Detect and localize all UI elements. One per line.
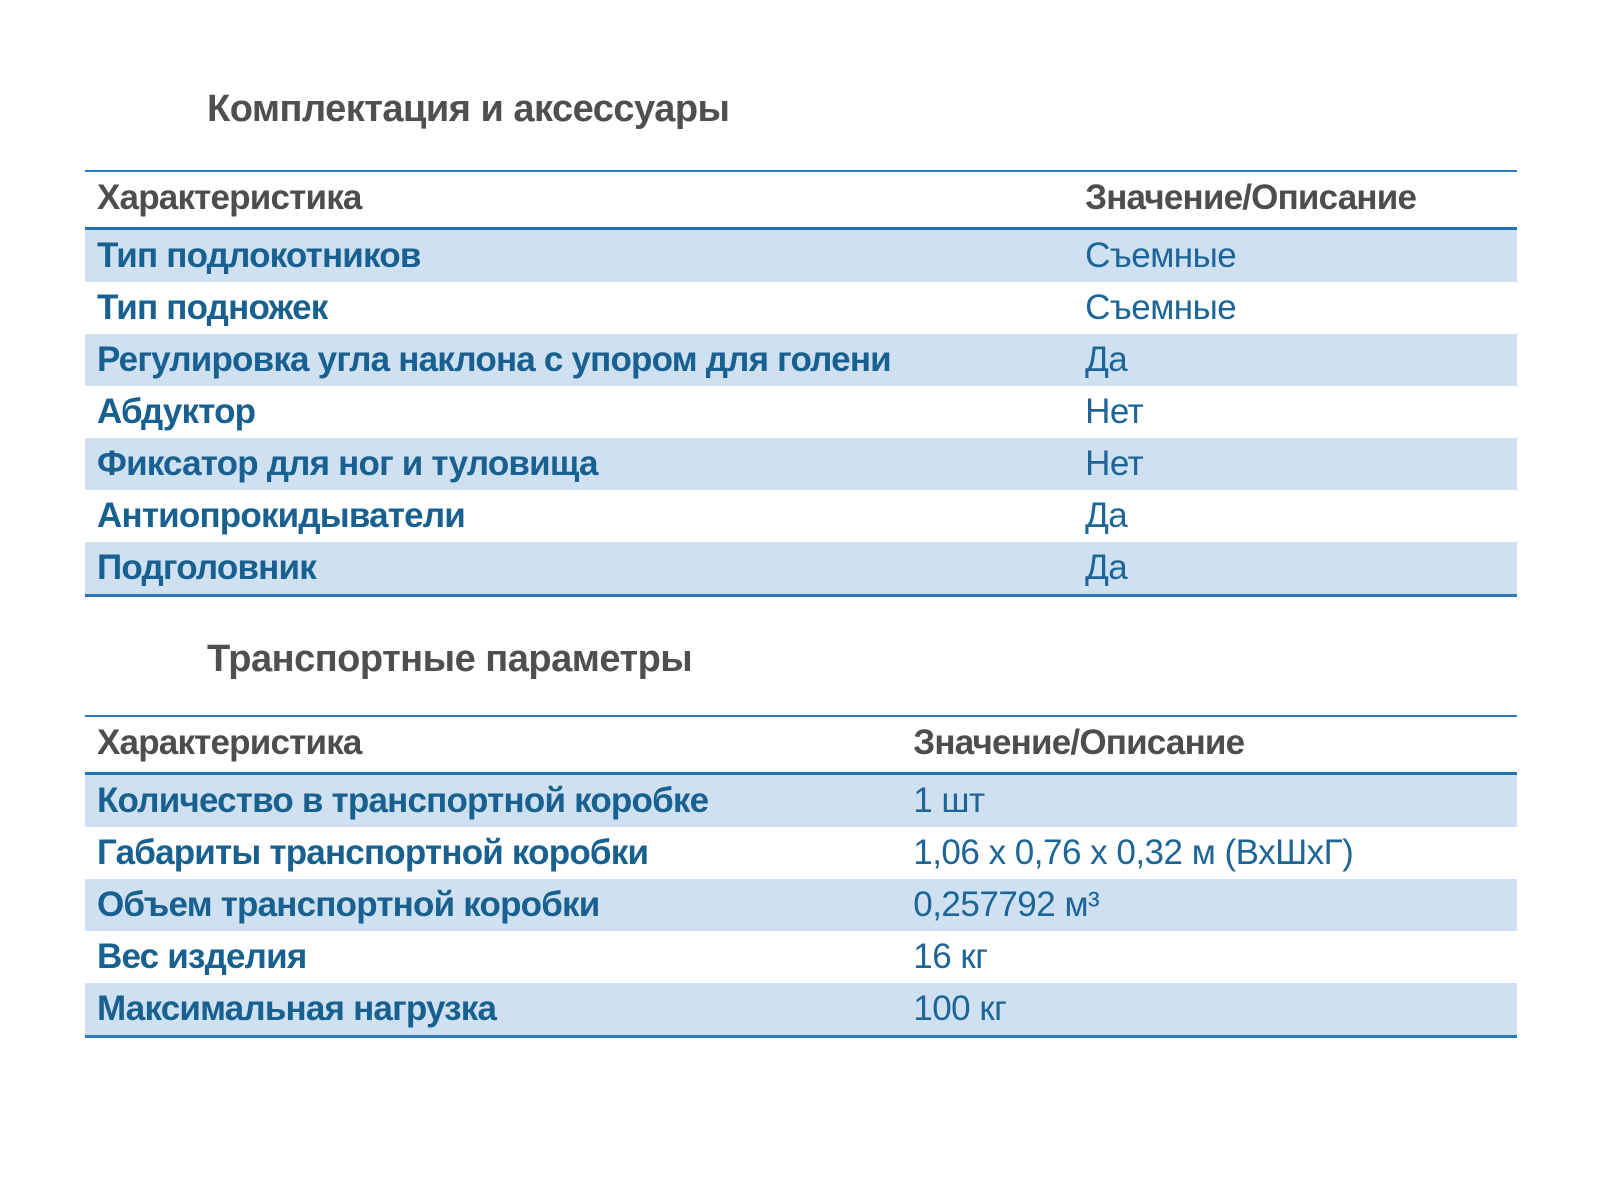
table-row: [85, 282, 1517, 334]
row-value: Да: [1085, 548, 1128, 587]
row-label: Габариты транспортной коробки: [97, 833, 649, 872]
row-label: Регулировка угла наклона с упором для голени: [97, 340, 891, 379]
row-label: Антиопрокидыватели: [97, 496, 465, 535]
table-row: [85, 490, 1517, 542]
row-value: Съемные: [1085, 288, 1237, 327]
column-header-characteristic: Характеристика: [97, 178, 362, 217]
column-header-characteristic: Характеристика: [97, 723, 362, 762]
table-row: [85, 386, 1517, 438]
column-header-value: Значение/Описание: [1085, 178, 1417, 217]
row-label: Количество в транспортной коробке: [97, 781, 709, 820]
table-row: [85, 983, 1517, 1035]
row-label: Абдуктор: [97, 392, 256, 431]
row-value: 16 кг: [913, 937, 988, 976]
row-value: 1,06 х 0,76 х 0,32 м (ВхШхГ): [913, 833, 1354, 872]
table-header-row: [85, 172, 1517, 230]
table-header-row: [85, 717, 1517, 775]
row-value: 100 кг: [913, 989, 1007, 1028]
table-row: [85, 438, 1517, 490]
table-row: [85, 775, 1517, 827]
transport-table: [85, 715, 1517, 1038]
row-label: Подголовник: [97, 548, 316, 587]
row-label: Тип подлокотников: [97, 236, 421, 275]
table-row: [85, 230, 1517, 282]
row-label: Фиксатор для ног и туловища: [97, 444, 598, 483]
table-row: [85, 827, 1517, 879]
table-row: [85, 879, 1517, 931]
row-label: Объем транспортной коробки: [97, 885, 600, 924]
table-row: [85, 334, 1517, 386]
row-value: Нет: [1085, 444, 1144, 483]
row-value: Да: [1085, 340, 1128, 379]
row-label: Вес изделия: [97, 937, 307, 976]
table-row: [85, 542, 1517, 594]
accessories-table: [85, 170, 1517, 597]
column-header-value: Значение/Описание: [913, 723, 1245, 762]
row-value: Да: [1085, 496, 1128, 535]
section-title-accessories: Комплектация и аксессуары: [207, 88, 730, 130]
row-label: Тип подножек: [97, 288, 328, 327]
row-value: Нет: [1085, 392, 1144, 431]
table-row: [85, 931, 1517, 983]
row-label: Максимальная нагрузка: [97, 989, 497, 1028]
section-title-transport: Транспортные параметры: [207, 638, 693, 680]
row-value: 1 шт: [913, 781, 985, 820]
row-value: Съемные: [1085, 236, 1237, 275]
row-value: 0,257792 м³: [913, 885, 1100, 924]
